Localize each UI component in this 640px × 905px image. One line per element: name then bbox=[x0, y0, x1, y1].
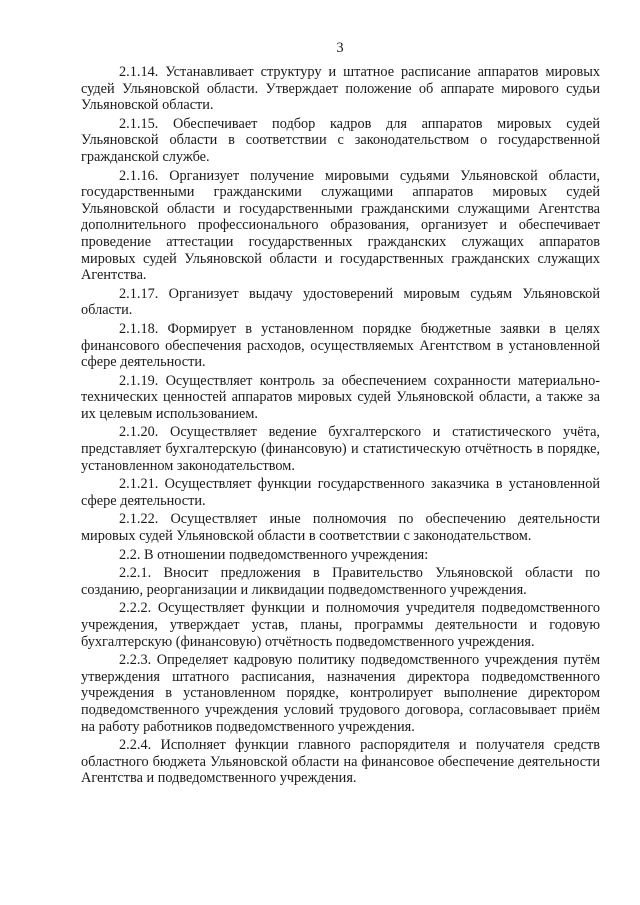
paragraph-2-1-19: 2.1.19. Осуществляет контроль за обеспечением сохранности материально-технических ценностей аппаратов мировых судей Ульяновской области, а также за их целевым использованием. bbox=[81, 372, 600, 422]
paragraph-2-2: 2.2. В отношении подведомственного учреждения: bbox=[119, 546, 429, 563]
page-number: 3 bbox=[336, 40, 344, 56]
paragraph-2-1-21: 2.1.21. Осуществляет функции государственного заказчика в установленной сфере деятельности. bbox=[81, 476, 600, 509]
paragraph-2-2-2: 2.2.2. Осуществляет функции и полномочия учредителя подведомственного учреждения, утверждает устав, планы, программы деятельности и годовую бухгалтерскую (финансовую) отчётность подведомственного учреждения. bbox=[81, 600, 600, 650]
paragraph-2-1-14: 2.1.14. Устанавливает структуру и штатное расписание аппаратов мировых судей Ульяновской области. Утверждает положение об аппарате мирового судьи Ульяновской области. bbox=[81, 64, 600, 114]
paragraph-2-1-22: 2.1.22. Осуществляет иные полномочия по обеспечению деятельности мировых судей Ульяновской области в соответствии с законодательством. bbox=[81, 511, 600, 545]
paragraph-2-1-15: 2.1.15. Обеспечивает подбор кадров для аппаратов мировых судей Ульяновской области в соответствии с законодательством о государственной гражданской службе. bbox=[81, 115, 600, 165]
paragraph-2-1-16: 2.1.16. Организует получение мировыми судьями Ульяновской области, государственными гражданскими служащими аппаратов мировых судей Ульяновской области и государственными гражданскими служащими Агентства дополнительного профессионального образования, организует и обеспечивает проведение аттестации государственных гражданских служащих аппаратов мировых судей Ульяновской области и государственных гражданских служащих Агентства. bbox=[81, 167, 600, 284]
paragraph-2-2-3: 2.2.3. Определяет кадровую политику подведомственного учреждения путём утверждения штатного расписания, назначения директора подведомственного учреждения в установленном порядке, контролирует выполнение директором подведомственного учреждения условий трудового договора, согласовывает приём на работу работников подведомственного учреждения. bbox=[81, 652, 600, 735]
paragraph-2-1-18: 2.1.18. Формирует в установленном порядке бюджетные заявки в целях финансового обеспечения расходов, осуществляемых Агентством в установленной сфере деятельности. bbox=[81, 320, 600, 371]
paragraph-2-1-17: 2.1.17. Организует выдачу удостоверений мировым судьям Ульяновской области. bbox=[81, 285, 600, 319]
document-body bbox=[81, 64, 600, 787]
paragraph-2-2-4: 2.2.4. Исполняет функции главного распорядителя и получателя средств областного бюджета Ульяновской области на финансовое обеспечение деятельности Агентства и подведомственного учреждения. bbox=[81, 737, 600, 787]
paragraph-2-1-20: 2.1.20. Осуществляет ведение бухгалтерского и статистического учёта, представляет бухгалтерскую (финансовую) и статистическую отчётность в порядке, установленном законодательством. bbox=[81, 424, 600, 474]
paragraph-2-2-1: 2.2.1. Вносит предложения в Правительство Ульяновской области по созданию, реорганизации и ликвидации подведомственного учреждения. bbox=[81, 565, 600, 598]
